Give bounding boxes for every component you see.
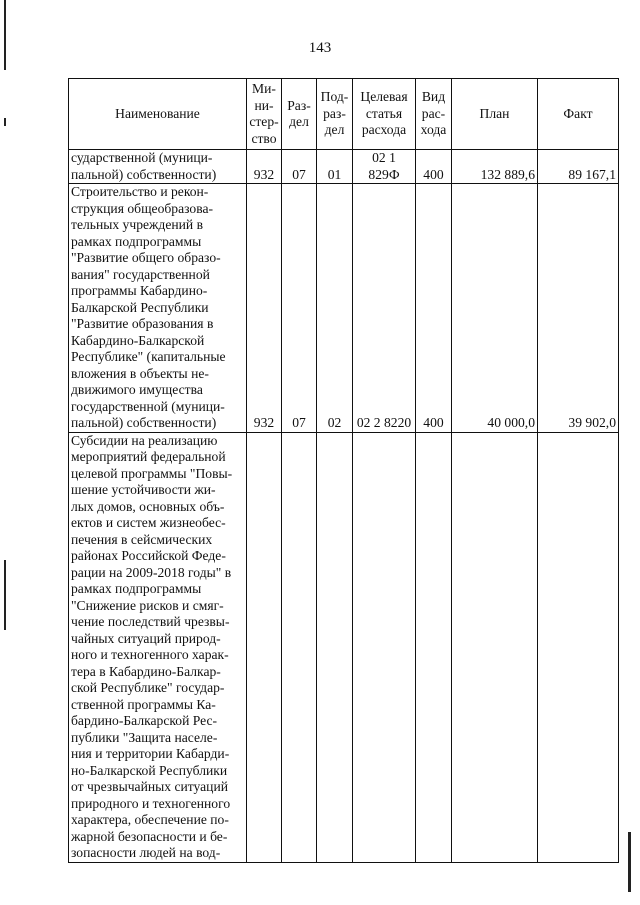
header-line: рас- bbox=[421, 105, 446, 121]
row-name-line: Балкарской Республики bbox=[71, 299, 209, 315]
cell-section: 07 bbox=[282, 184, 317, 433]
header-line: Вид bbox=[421, 89, 446, 105]
row-name-line: тера в Кабардино-Балкар- bbox=[71, 663, 221, 679]
row-name-line: чение последствий чрезвы- bbox=[71, 614, 230, 629]
row-name-line: лых домов, основных объ- bbox=[71, 498, 225, 514]
cell-plan: 40 000,0 bbox=[452, 184, 538, 433]
cell-ministry: 932 bbox=[247, 184, 282, 433]
row-name-line: тельных учреждений в bbox=[71, 217, 204, 232]
row-name-line: природного и техногенного bbox=[71, 795, 231, 811]
row-name-line: "Развитие общего образо- bbox=[71, 250, 221, 265]
scan-mark bbox=[4, 118, 6, 126]
header-line: дел bbox=[289, 114, 309, 129]
scan-mark bbox=[4, 560, 6, 630]
scan-mark bbox=[628, 832, 631, 892]
cell-section: 07 bbox=[282, 150, 317, 184]
cell-type: 400 bbox=[416, 184, 452, 433]
cell-type bbox=[416, 432, 452, 862]
row-name-line: ного и техногенного харак- bbox=[71, 647, 229, 662]
row-name-line: целевой программы "Повы- bbox=[71, 465, 233, 481]
row-name-line: пальной) собственности) bbox=[71, 415, 217, 430]
cell-subsection: 01 bbox=[317, 150, 353, 184]
row-name-line: Субсидии на реализацию bbox=[71, 432, 218, 448]
column-header-fact bbox=[538, 79, 619, 150]
row-name-line: жарной безопасности и бе- bbox=[71, 828, 228, 844]
column-header-ministry bbox=[247, 79, 282, 150]
row-name-line: Строительство и рекон- bbox=[71, 184, 209, 199]
row-name-line: ния и территории Кабарди- bbox=[71, 746, 230, 761]
cell-subsection: 02 bbox=[317, 184, 353, 433]
row-name-line: Республике" (капитальные bbox=[71, 349, 226, 364]
cell-fact: 39 902,0 bbox=[538, 184, 619, 433]
column-header-plan bbox=[452, 79, 538, 150]
row-name-line: чайных ситуаций природ- bbox=[71, 630, 221, 646]
row-name-line: государственной (муници- bbox=[71, 398, 225, 414]
table-row bbox=[69, 432, 619, 862]
header-line: расхода bbox=[361, 122, 407, 138]
cell-section bbox=[282, 432, 317, 862]
column-header-type bbox=[416, 79, 452, 150]
row-name-line: шение устойчивости жи- bbox=[71, 482, 216, 497]
header-line: статья bbox=[365, 105, 403, 121]
row-name-cell bbox=[69, 432, 247, 862]
row-name-line: от чрезвычайных ситуаций bbox=[71, 779, 229, 794]
row-name-line: зопасности людей на вод- bbox=[71, 845, 221, 860]
cell-plan: 132 889,6 bbox=[452, 150, 538, 184]
header-line: ство bbox=[251, 130, 277, 146]
header-line: Ми- bbox=[252, 81, 276, 96]
header-row bbox=[69, 79, 619, 150]
column-header-name bbox=[69, 79, 247, 150]
row-name-line: Кабардино-Балкарской bbox=[71, 332, 205, 348]
row-name-line: движимого имущества bbox=[71, 382, 203, 397]
row-name-line: рации на 2009-2018 годы" в bbox=[71, 564, 232, 580]
header-line: План bbox=[479, 105, 510, 121]
header-line: Факт bbox=[563, 105, 593, 121]
row-name-line: сударственной (муници- bbox=[71, 150, 213, 165]
header-line: Раз- bbox=[287, 97, 311, 113]
row-name-line: рамках подпрограммы bbox=[71, 581, 202, 596]
row-name-line: публики "Защита населе- bbox=[71, 729, 218, 745]
row-name-line: "Снижение рисков и смяг- bbox=[71, 597, 224, 613]
header-line: стер- bbox=[249, 114, 279, 129]
row-name-cell bbox=[69, 150, 247, 184]
page-number: 143 bbox=[308, 40, 332, 56]
row-name-line: ектов и систем жизнеобес- bbox=[71, 515, 226, 530]
table-row bbox=[69, 184, 619, 433]
cell-target: 02 2 8220 bbox=[353, 184, 416, 433]
header-line: дел bbox=[324, 122, 345, 138]
cell-fact bbox=[538, 432, 619, 862]
cell-target bbox=[353, 432, 416, 862]
cell-fact: 89 167,1 bbox=[538, 150, 619, 184]
row-name-line: программы Кабардино- bbox=[71, 283, 208, 298]
scan-mark bbox=[4, 0, 6, 70]
row-name-line: вания" государственной bbox=[71, 266, 210, 282]
column-header-target bbox=[353, 79, 416, 150]
row-name-line: ственной программы Ка- bbox=[71, 696, 216, 712]
row-name-line: характера, обеспечение по- bbox=[71, 812, 229, 827]
row-name-cell bbox=[69, 184, 247, 433]
row-name-line: бардино-Балкарской Рес- bbox=[71, 713, 218, 728]
header-line: Под- bbox=[320, 89, 349, 105]
row-name-line: печения в сейсмических bbox=[71, 531, 213, 547]
column-header-subsection bbox=[317, 79, 353, 150]
row-name-line: рамках подпрограммы bbox=[71, 233, 202, 249]
row-name-line: пальной) собственности) bbox=[71, 166, 217, 182]
cell-type: 400 bbox=[416, 150, 452, 184]
header-line: ни- bbox=[254, 97, 274, 113]
cell-target: 02 1 829Ф bbox=[353, 150, 416, 184]
row-name-line: мероприятий федеральной bbox=[71, 449, 226, 464]
row-name-line: "Развитие образования в bbox=[71, 316, 214, 331]
row-name-line: районах Российской Феде- bbox=[71, 548, 226, 563]
table-row bbox=[69, 150, 619, 184]
row-name-line: но-Балкарской Республики bbox=[71, 762, 228, 778]
header-line: хода bbox=[420, 122, 447, 138]
row-name-line: вложения в объекты не- bbox=[71, 365, 209, 381]
cell-subsection bbox=[317, 432, 353, 862]
row-name-line: струкция общеобразова- bbox=[71, 200, 214, 216]
column-header-section bbox=[282, 79, 317, 150]
header-line: раз- bbox=[323, 105, 346, 121]
header-line: Целевая bbox=[360, 89, 408, 105]
cell-ministry bbox=[247, 432, 282, 862]
header-line: Наименование bbox=[115, 105, 200, 121]
cell-plan bbox=[452, 432, 538, 862]
budget-table bbox=[68, 78, 619, 863]
row-name-line: ской Республике" государ- bbox=[71, 680, 225, 695]
cell-ministry: 932 bbox=[247, 150, 282, 184]
